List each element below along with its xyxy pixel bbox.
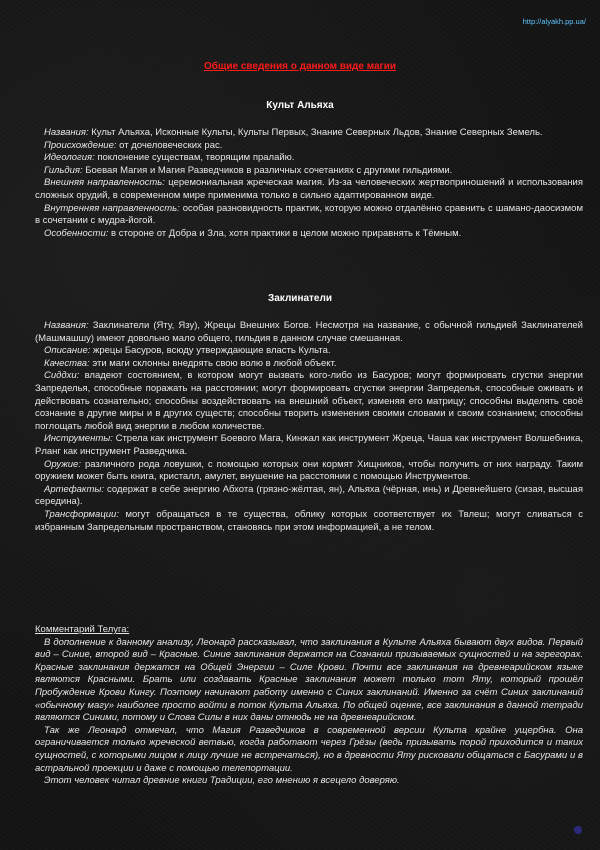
row-text: в стороне от Добра и Зла, хотя практики в целом можно приравнять к Тёмным. (108, 227, 462, 239)
row-text: от дочеловеческих рас. (116, 139, 223, 151)
info-row (35, 509, 583, 534)
info-row (35, 345, 583, 358)
comment-block (35, 624, 583, 788)
row-label: Инструменты: (44, 433, 113, 445)
row-label: Внутренняя направленность: (44, 202, 180, 214)
info-row (35, 459, 583, 484)
comment-paragraph: Так же Леонард отмечал, что Магия Разведчиков в современной версии Культа крайне ущербна. Она ограничивается только жреческой ветвью, когда работают через Грёзы (ведь призывать порой приходится и таких сущностей, с которыми лицом к лицу лучше не встречаться), но в древности Яту рисковали общаться с Басурами и в астральной проекции и даже с помощью телепортации. (35, 724, 583, 774)
row-text: владеют состоянием, в котором могут вызвать кого-либо из Басуров; могут формировать сгустки энергии Запределья, способные поражать на расстоянии; могут формировать сгустки энергии Запределья, способные оживать и действовать сознательно; способны воздействовать на внешний объект, изменяя его матрицу; способны выделять своё сознание в другие миры и в других существ; способны творить изменения своими словами и своим сознанием; способны поглощать любой вид энергии в любом количестве. (35, 370, 583, 432)
row-label: Оружие: (44, 458, 81, 470)
row-text: эти маги склонны внедрять свою волю в любой объект. (89, 357, 337, 369)
row-label: Трансформации: (44, 508, 119, 520)
row-label: Гильдия: (44, 164, 83, 176)
info-row (35, 140, 583, 153)
row-text: содержат в себе энергию Абхота (грязно-жёлтая, ян), Альяха (чёрная, инь) и Древнейшего (сизая, высшая середина). (35, 483, 583, 508)
row-label: Названия: (44, 127, 89, 138)
row-text: поклонение существам, творящим пралайю. (94, 152, 295, 164)
row-text: Боевая Магия и Магия Разведчиков в различных сочетаниях с другими гильдиями. (82, 164, 453, 176)
comment-heading: Комментарий Телуга: (35, 624, 130, 635)
info-row (35, 165, 583, 178)
row-text: Заклинатели (Яту, Язу), Жрецы Внешних Богов. Несмотря на название, с обычной гильдией Заклинателей (Машмашшу) имеют довольно мало общего, гильдия в данном случае смешанная. (35, 320, 583, 344)
info-row (35, 370, 583, 433)
comment-paragraph: Этот человек читал древние книги Традиции, его мнению я всецело доверяю. (44, 775, 400, 787)
section-heading-cult: Культ Альяха (266, 100, 334, 111)
row-label: Происхождение: (44, 139, 117, 151)
info-row (35, 177, 583, 202)
site-url[interactable]: http://alyakh.pp.ua/ (522, 17, 586, 26)
page-title: Общие сведения о данном виде магии (203, 61, 397, 72)
row-text: особая разновидность практик, которую можно отдалённо сравнить с шамано-даосизмом в сочетании с мудра-йогой. (35, 202, 583, 227)
info-row (35, 433, 583, 458)
info-row (35, 203, 583, 228)
page-corner-mark (574, 826, 582, 834)
row-label: Внешняя направленность: (44, 177, 165, 189)
row-text: Культ Альяха, Исконные Культы, Культы Первых, Знание Северных Льдов, Знание Северных Земель. (88, 127, 543, 138)
row-label: Качества: (44, 357, 90, 369)
info-row (35, 228, 583, 241)
row-label: Сиддхи: (44, 370, 80, 382)
row-label: Названия: (44, 320, 89, 331)
info-row (35, 127, 583, 140)
row-text: жрецы Басуров, всюду утверждающие власть Культа. (90, 345, 331, 357)
info-row (35, 484, 583, 509)
row-text: церемониальная жреческая магия. Из-за человеческих жертвоприношений и использования сложных орудий, в современном мире применима только в сильно адаптированном виде. (35, 177, 583, 201)
row-label: Идеология: (44, 152, 95, 164)
row-text: различного рода ловушки, с помощью которых они кормят Хищников, чтобы получить от них награду. Таким оружием может быть книга, кристалл, амулет, внушение на расстоянии с помощью Инструментов. (35, 458, 583, 483)
section-conjurers-body (35, 320, 583, 534)
section-heading-conjurers: Заклинатели (267, 293, 332, 304)
section-cult-body (35, 127, 583, 240)
info-row (35, 152, 583, 165)
comment-paragraph: В дополнение к данному анализу, Леонард рассказывал, что заклинания в Культе Альяха бывают двух видов. Первый вид – Синие, второй вид – Красные. Синие заклинания держатся на Сознании призываемых сущностей и на эгрегорах. Красные заклинания держатся на Общей Энергии – Силе Крови. Почти все заклинания на древнеарийском языке являются Красными. Брать или создавать Красные заклинания может только тот Яту, который прошёл Пробуждение Крови Кингу. Поэтому начинают работу именно с Синих заклинаний. Именно за счёт Синих заклинаний «обычному магу» наиболее просто войти в поток Культа Альяха. По общей оценке, все заклинания в данной тетради являются Синими, потому и Слова Силы в них даны отнюдь не на древнеарийском. (35, 636, 583, 724)
row-text: могут обращаться в те существа, облику которых соответствует их Твлеш; могут сливаться с избранным Запредельным пространством, становясь при этом информацией, а не телом. (35, 508, 583, 533)
info-row (35, 358, 583, 371)
row-label: Особенности: (44, 227, 109, 239)
row-label: Описание: (44, 345, 91, 357)
row-label: Артефакты: (44, 483, 105, 495)
row-text: Стрела как инструмент Боевого Мага, Кинжал как инструмент Жреца, Чаша как инструмент Волшебника, Рланг как инструмент Разведчика. (35, 433, 583, 457)
info-row (35, 320, 583, 345)
